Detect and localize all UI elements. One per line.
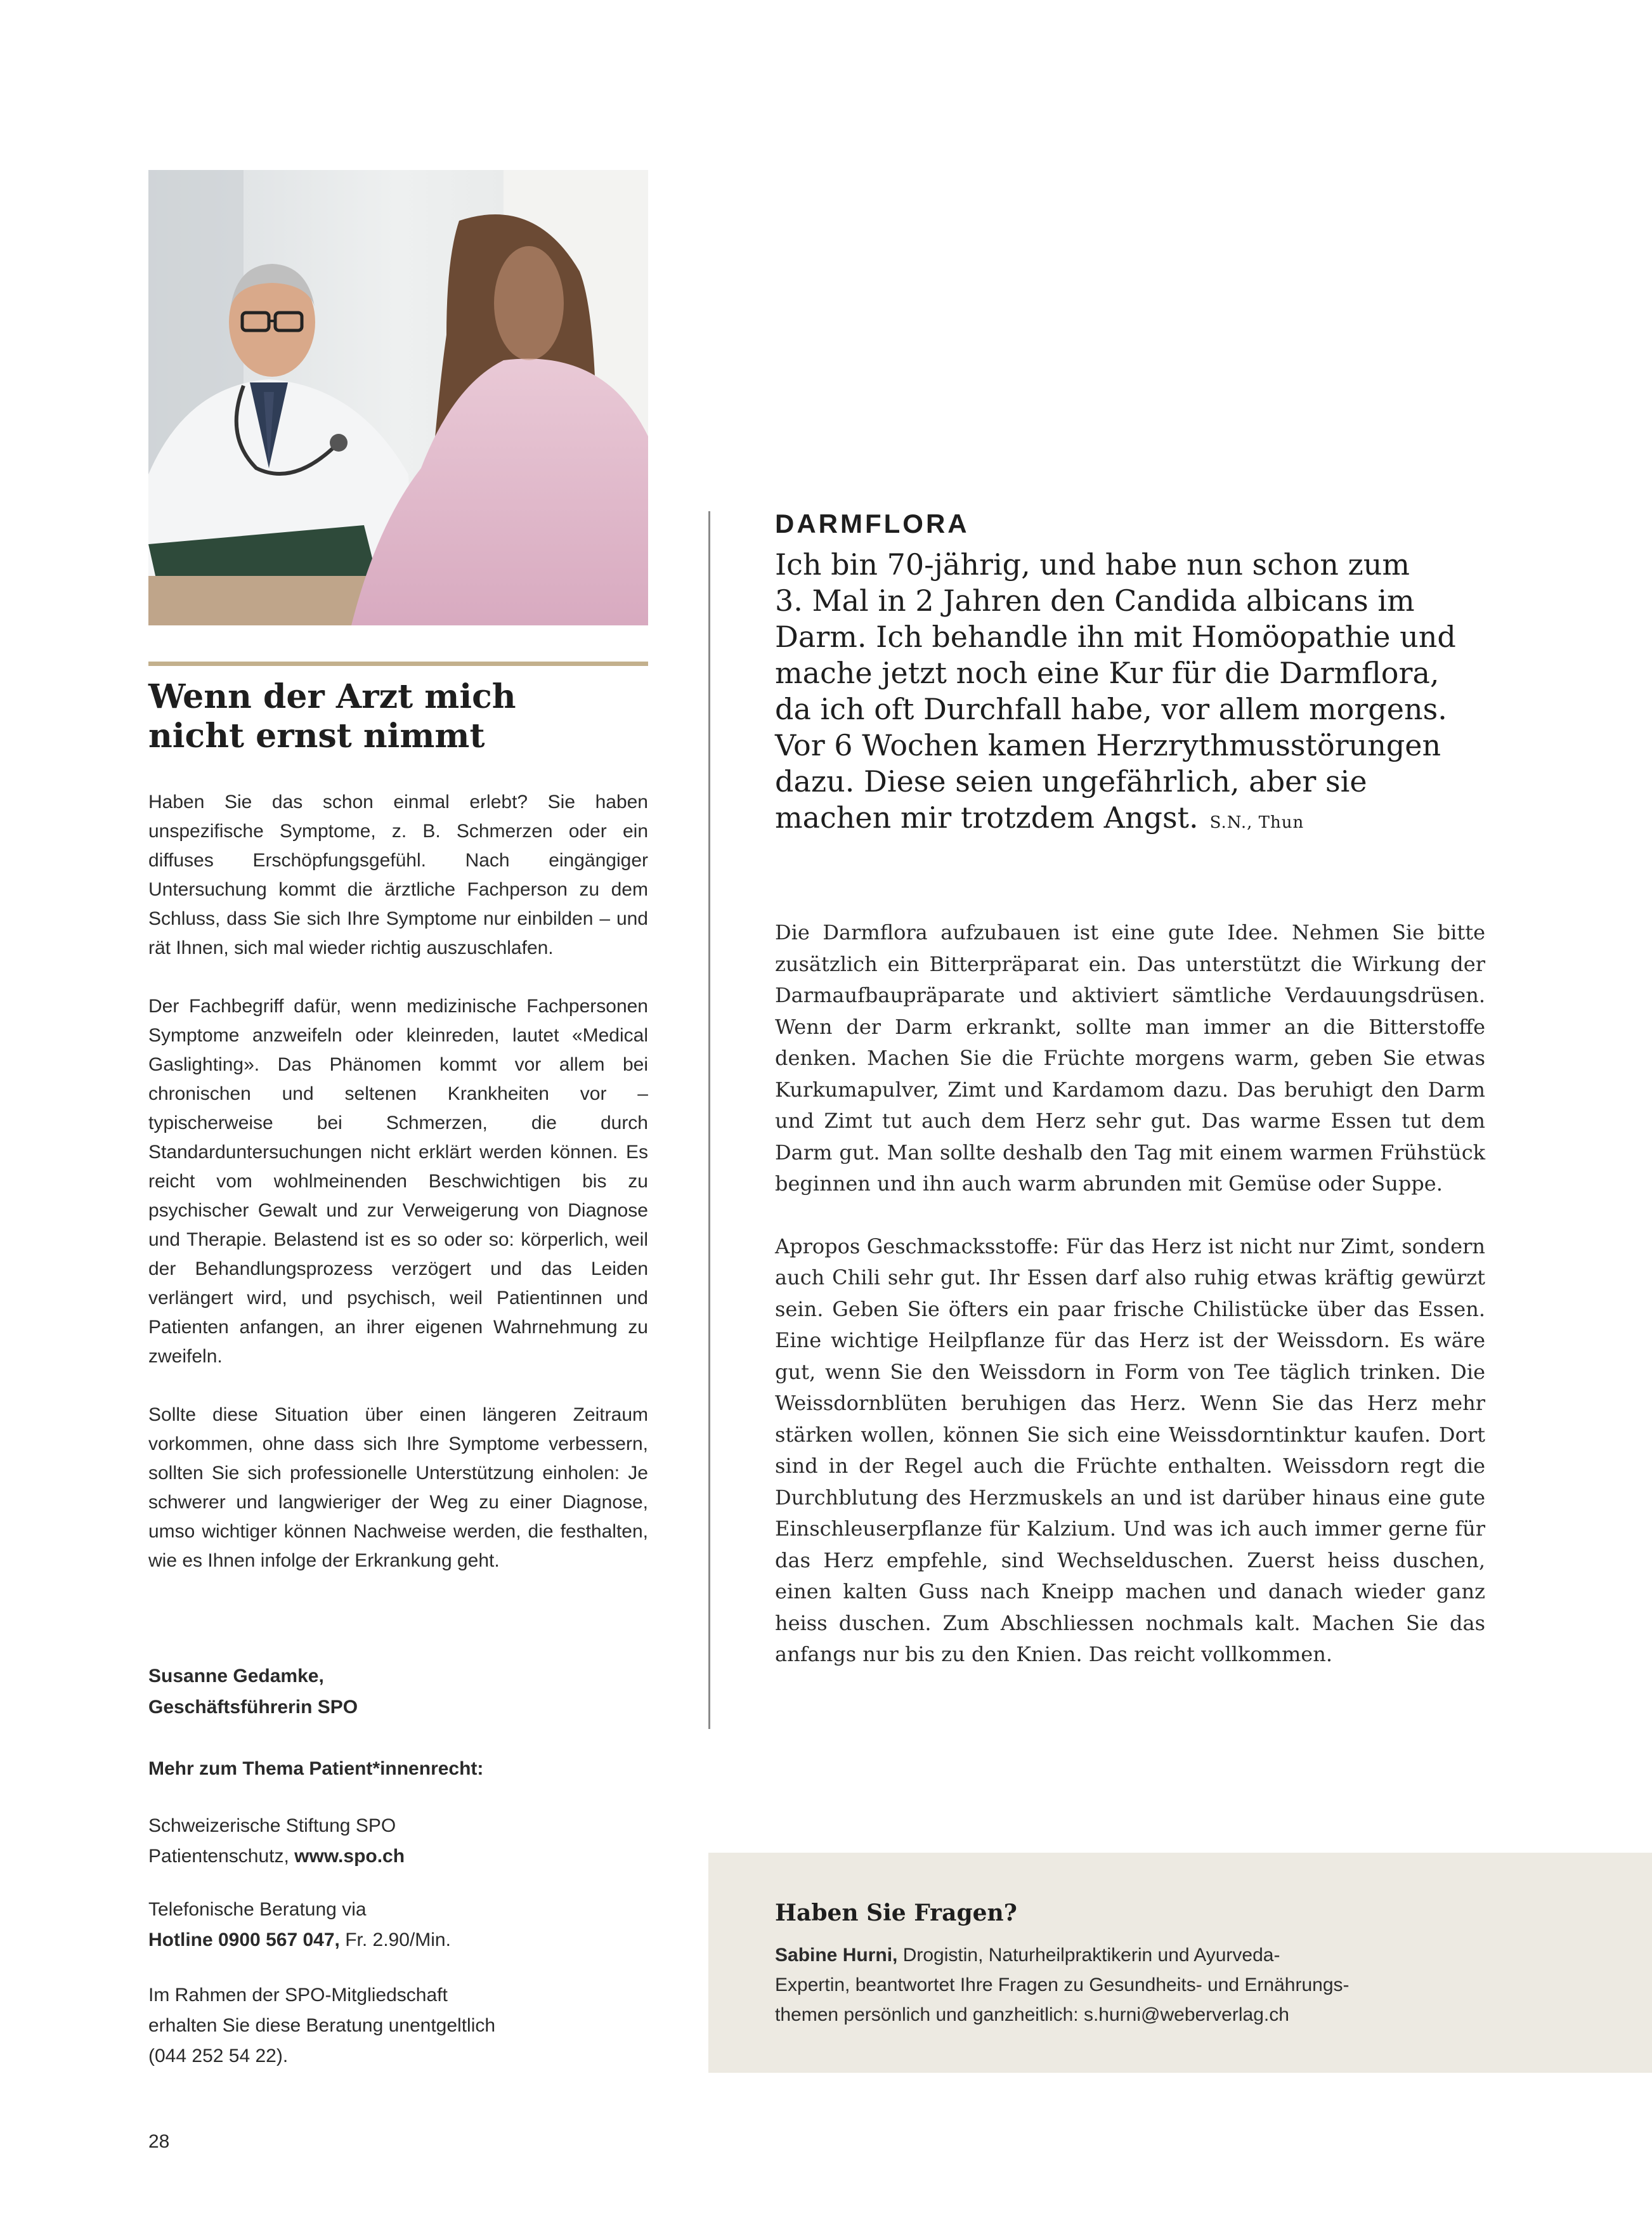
article-paragraph: Haben Sie das schon einmal erlebt? Sie haben unspezifische Symptome, z. B. Schmerzen oder ein diffuses Erschöpfungsgefühl. Nach eingängiger Untersuchung kommt die ärztliche Fachperson zu dem Schluss, dass Sie sich Ihre Symptome nur einbilden – und rät Ihnen, sich mal wieder richtig auszuschlafen. — [148, 792, 648, 958]
question-author: S.N., Thun — [1209, 813, 1304, 832]
spo-info — [148, 1811, 648, 1872]
hotline-price: Fr. 2.90/Min. — [339, 1929, 451, 1950]
article-body — [148, 788, 648, 1605]
article-title-line-1: Wenn der Arzt mich — [148, 677, 516, 716]
membership-line-1: Im Rahmen der SPO-Mitgliedschaft — [148, 1985, 448, 2006]
questions-box-text — [775, 1940, 1498, 2030]
page-number: 28 — [148, 2131, 170, 2152]
questions-box-line-1 — [775, 1940, 1498, 1970]
spo-website-line — [148, 1841, 648, 1872]
question-line: Darm. Ich behandle ihn mit Homöopathie und — [775, 620, 1456, 654]
membership-line-2: erhalten Sie diese Beratung unentgeltlich — [148, 2015, 496, 2036]
question-line: dazu. Diese seien ungefährlich, aber sie — [775, 764, 1367, 799]
author-name: Susanne Gedamke, — [148, 1666, 324, 1687]
answer-paragraph: Apropos Geschmacksstoffe: Für das Herz ist nicht nur Zimt, sondern auch Chili sehr gut. Ihr Essen darf also ruhig etwas kräftig gewürzt sein. Geben Sie öfters ein paar frische Chilistücke über das Essen. Eine wichtige Heilpflanze für das Herz ist der Weissdorn. Es wäre gut, wenn Sie den Weissdorn in Form von Tee täglich trinken. Die Weissdornblüten beruhigen das Herz. Wenn Sie das Herz mehr stärken wollen, können Sie sich eine Weissdorntinktur kaufen. Dort sind in der Regel auch die Früchte enthalten. Weissdorn regt die Durchblutung des Herzmuskels an und ist darüber hinaus eine gute Einschleuserpflanze für Kalzium. Und was ich auch immer gerne für das Herz empfehle, sind Wechselduschen. Zuerst heiss duschen, einen kalten Guss nach Kneipp machen und danach wieder ganz heiss duschen. Zum Abschliessen nochmals kalt. Machen Sie das anfangs nur bis zu den Knien. Das reicht vollkommen. — [775, 1234, 1485, 1666]
membership-info — [148, 1980, 648, 2072]
hotline-number: Hotline 0900 567 047, — [148, 1929, 340, 1950]
hotline-line — [148, 1925, 648, 1955]
expert-answer — [775, 917, 1485, 1702]
spo-website-link[interactable]: www.spo.ch — [294, 1846, 405, 1867]
article-title-line-2: nicht ernst nimmt — [148, 717, 485, 755]
reader-question — [775, 547, 1498, 841]
photo-illustration — [148, 170, 648, 625]
membership-line-3: (044 252 54 22). — [148, 2046, 289, 2066]
expert-description: Drogistin, Naturheilpraktikerin und Ayurveda- — [897, 1945, 1280, 1966]
question-line-last — [775, 800, 1498, 841]
questions-box-line-2: Expertin, beantwortet Ihre Fragen zu Gesundheits- und Ernährungs- — [775, 1974, 1350, 1995]
questions-box-title: Haben Sie Fragen? — [775, 1900, 1017, 1926]
hotline-info — [148, 1895, 648, 1955]
question-line: mache jetzt noch eine Kur für die Darmflora, — [775, 656, 1440, 690]
questions-box-line-3: themen persönlich und ganzheitlich: s.hurni@weberverlag.ch — [775, 2004, 1289, 2025]
column-separator — [708, 511, 710, 1729]
author-role: Geschäftsführerin SPO — [148, 1697, 358, 1718]
question-line: Ich bin 70-jährig, und habe nun schon zum — [775, 547, 1410, 582]
question-line: Vor 6 Wochen kamen Herzrythmusstörungen — [775, 728, 1441, 762]
article-title — [148, 677, 656, 756]
question-line: machen mir trotzdem Angst. — [775, 800, 1199, 835]
article-paragraph: Der Fachbegriff dafür, wenn medizinische Fachpersonen Symptome anzweifeln oder kleinreden, lautet «Medical Gaslighting». Das Phänomen kommt vor allem bei chronischen und seltenen Krankheiten vor – typischerweise bei Schmerzen, die durch Standarduntersuchungen nicht erklärt werden können. Es reicht vom wohlmeinenden Beschwichtigen bis zu psychischer Gewalt und zur Verweigerung von Diagnose und Therapie. Belastend ist es so oder so: körperlich, weil der Behandlungsprozess verzögert und das Leiden verlängert wird, und psychisch, weil Patientinnen und Patienten anfangen, an ihrer eigenen Wahrnehmung zu zweifeln. — [148, 996, 648, 1367]
question-kicker: DARMFLORA — [775, 509, 970, 538]
more-info-heading: Mehr zum Thema Patient*innenrecht: — [148, 1758, 484, 1779]
author-signature — [148, 1661, 648, 1723]
title-divider — [148, 662, 648, 666]
spo-website-prefix: Patientenschutz, — [148, 1846, 295, 1867]
question-line: da ich oft Durchfall habe, vor allem morgens. — [775, 692, 1447, 726]
question-line: 3. Mal in 2 Jahren den Candida albicans im — [775, 584, 1415, 618]
spo-name: Schweizerische Stiftung SPO — [148, 1815, 396, 1836]
expert-name: Sabine Hurni, — [775, 1945, 898, 1966]
answer-paragraph: Die Darmflora aufzubauen ist eine gute Idee. Nehmen Sie bitte zusätzlich ein Bitterpräparat ein. Das unterstützt die Wirkung der Darmaufbaupräparate und aktiviert sämtliche Verdauungsdrüsen. Wenn der Darm erkrankt, sollte man immer an die Bitterstoffe denken. Machen Sie die Früchte morgens warm, geben Sie etwas Kurkumapulver, Zimt und Kardamom dazu. Das beruhigt den Darm und Zimt tut auch dem Herz sehr gut. Das warme Essen tut dem Darm gut. Man sollte deshalb den Tag mit einem warmen Frühstück beginnen und ihn auch warm abrunden mit Gemüse oder Suppe. — [775, 920, 1485, 1196]
doctor-patient-photo — [148, 170, 648, 625]
hotline-intro: Telefonische Beratung via — [148, 1899, 367, 1920]
article-paragraph: Sollte diese Situation über einen längeren Zeitraum vorkommen, ohne dass sich Ihre Symptome verbessern, sollten Sie sich professionelle Unterstützung einholen: Je schwerer und langwieriger der Weg zu einer Diagnose, umso wichtiger können Nachweise werden, die festhalten, wie es Ihnen infolge der Erkrankung geht. — [148, 1404, 648, 1571]
